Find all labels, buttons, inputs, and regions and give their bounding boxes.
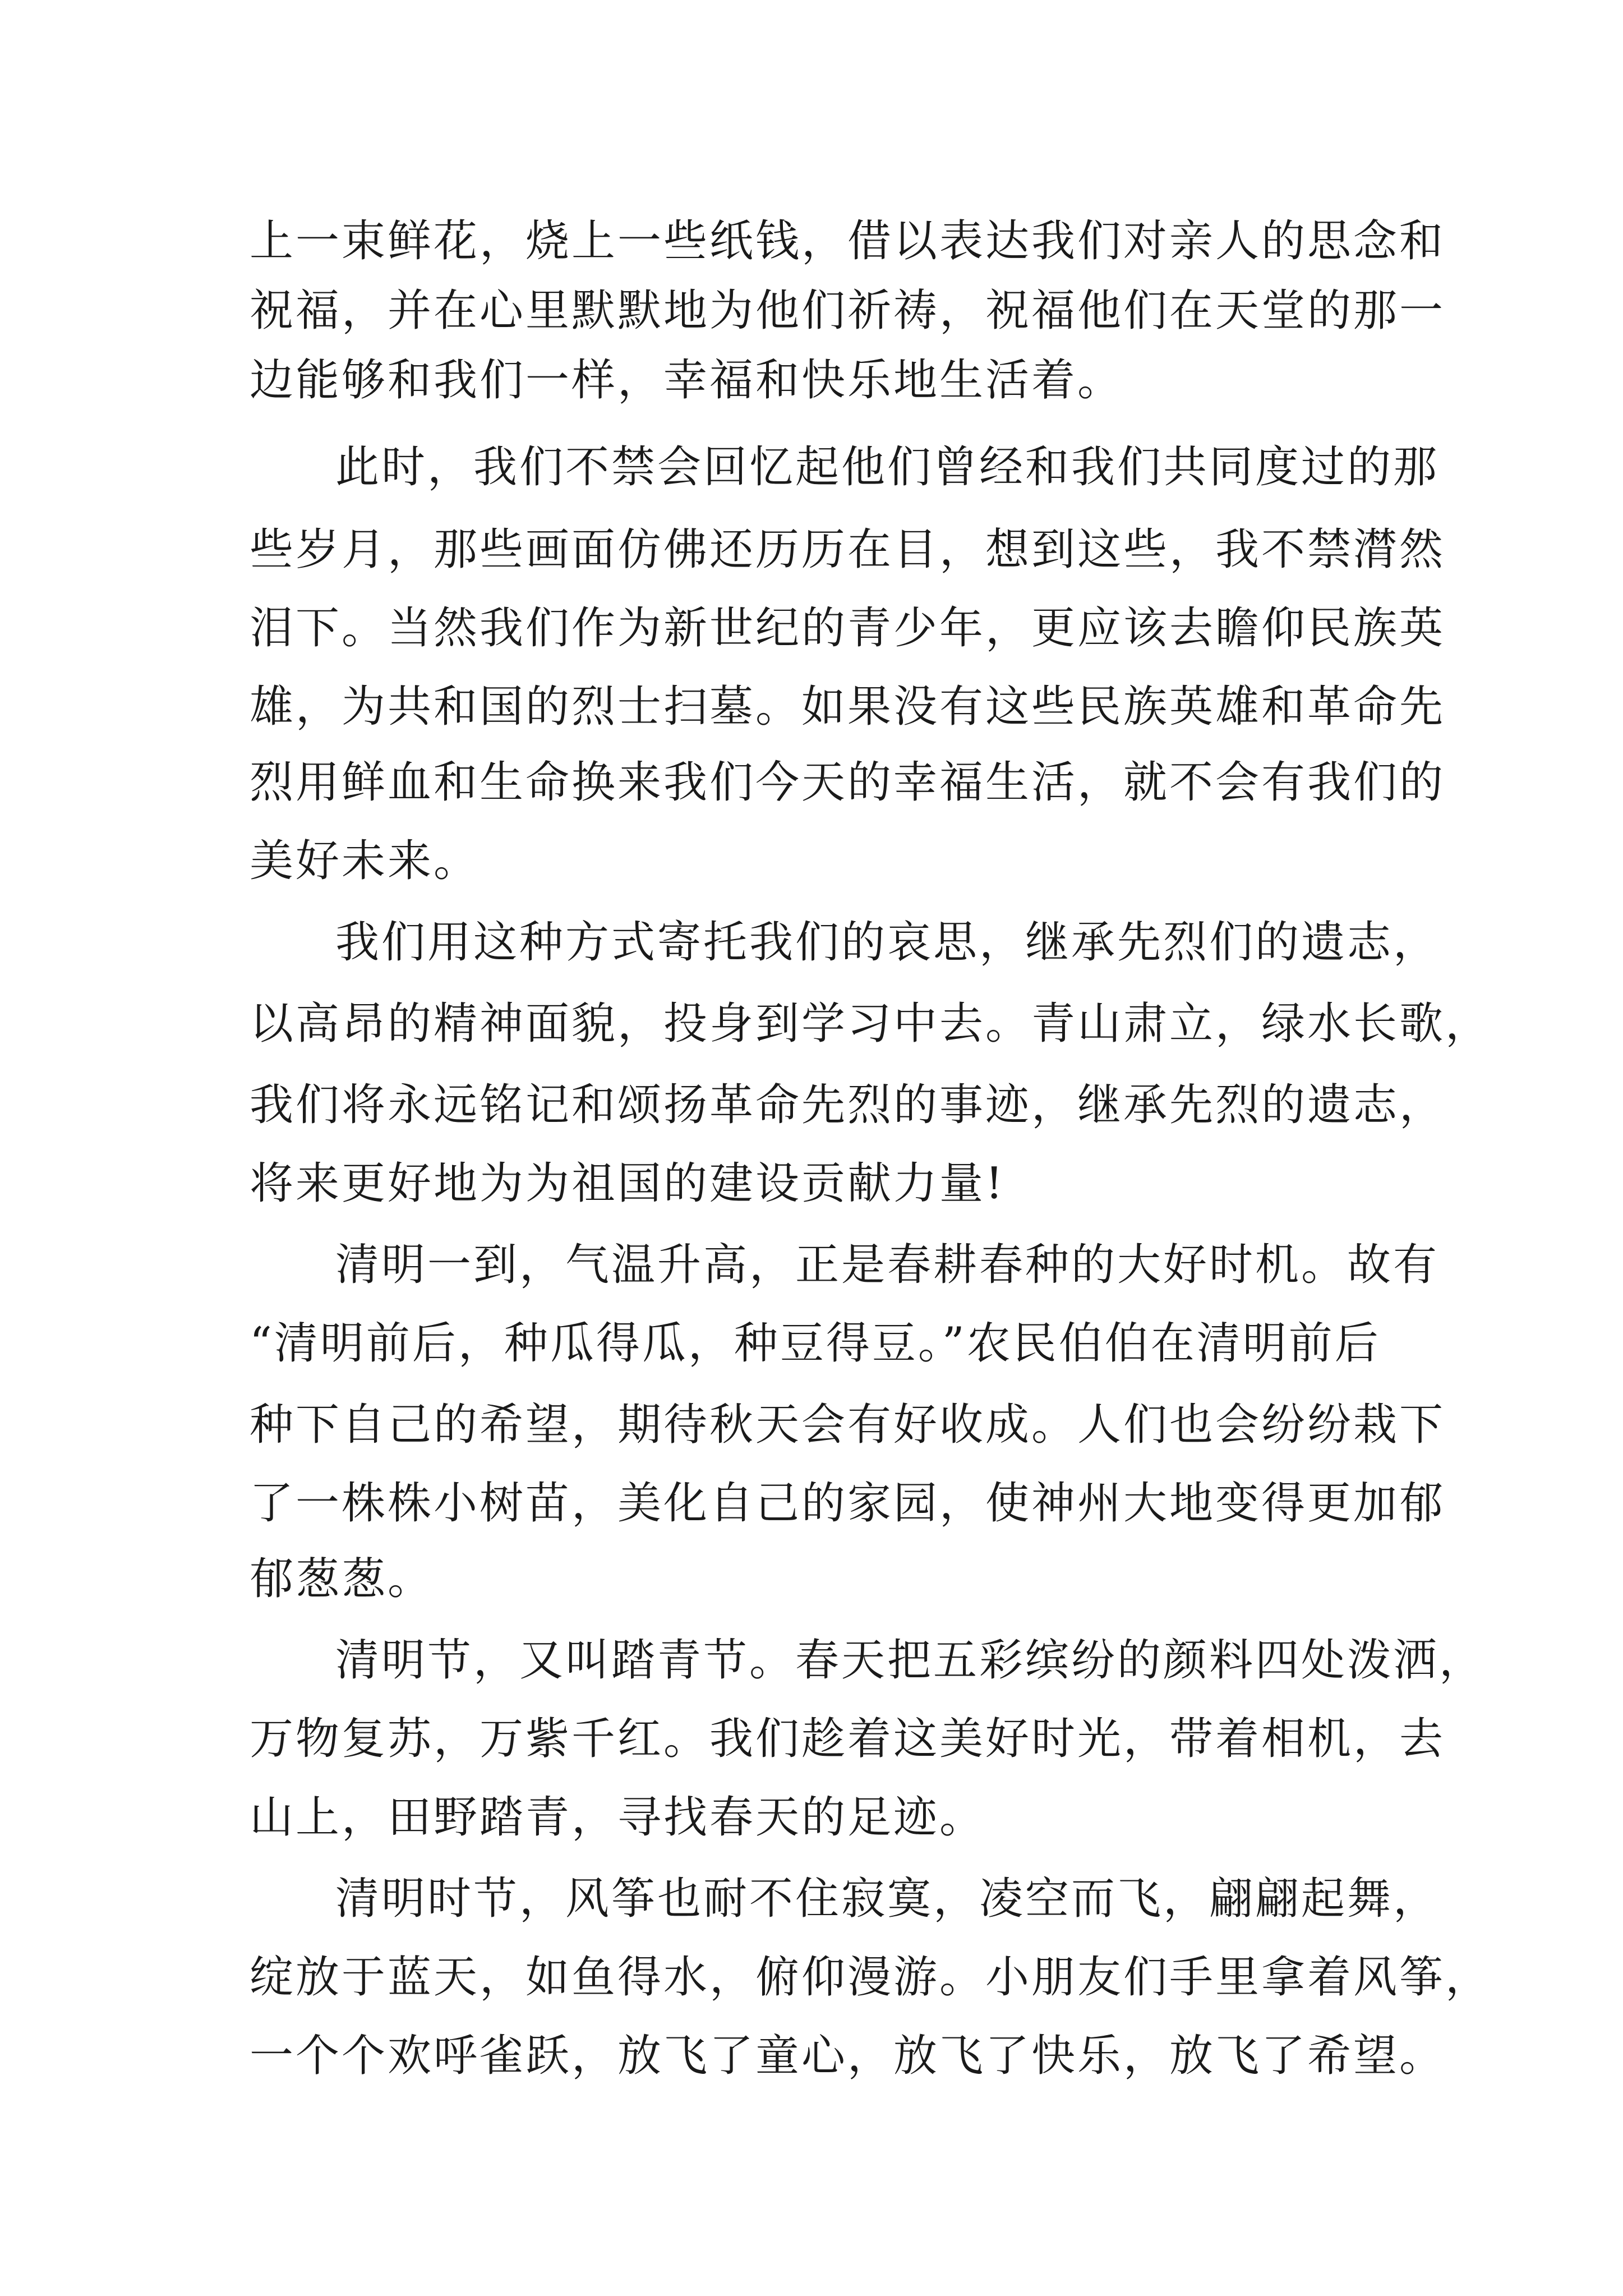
paragraph-2-line-2: 些岁月，那些画面仿佛还历历在目，想到这些，我不禁潸然	[250, 524, 1446, 575]
paragraph-2-line-4: 雄，为共和国的烈士扫墓。如果没有这些民族英雄和革命先	[250, 682, 1446, 732]
paragraph-3-line-2: 以高昂的精神面貌，投身到学习中去。青山肃立，绿水长歌，	[250, 999, 1492, 1049]
paragraph-4-line-4: 了一株株小树苗，美化自己的家园，使神州大地变得更加郁	[250, 1478, 1446, 1529]
paragraph-5-line-1: 清明节，又叫踏青节。春天把五彩缤纷的颜料四处泼洒，	[335, 1635, 1486, 1686]
paragraph-4-line-2: “清明前后，种瓜得瓜，种豆得豆。”农民伯伯在清明前后	[250, 1318, 1381, 1369]
paragraph-3-line-3: 我们将永远铭记和颂扬革命先烈的事迹，继承先烈的遗志，	[250, 1080, 1446, 1130]
paragraph-3-line-4: 将来更好地为为祖国的建设贡献力量!	[250, 1158, 1006, 1209]
paragraph-2-line-1: 此时，我们不禁会回忆起他们曾经和我们共同度过的那	[335, 442, 1440, 493]
paragraph-4-line-1: 清明一到，气温升高，正是春耕春种的大好时机。故有	[335, 1240, 1440, 1290]
paragraph-6-line-2: 绽放于蓝天，如鱼得水，俯仰漫游。小朋友们手里拿着风筝，	[250, 1952, 1492, 2003]
paragraph-1-line-2: 祝福，并在心里默默地为他们祈祷，祝福他们在天堂的那一	[250, 286, 1446, 336]
paragraph-2-line-3: 泪下。当然我们作为新世纪的青少年，更应该去瞻仰民族英	[250, 603, 1446, 654]
paragraph-2-line-6: 美好未来。	[250, 836, 480, 886]
paragraph-5-line-3: 山上，田野踏青，寻找春天的足迹。	[250, 1792, 986, 1843]
paragraph-2-line-5: 烈用鲜血和生命换来我们今天的幸福生活，就不会有我们的	[250, 757, 1446, 808]
paragraph-1-line-1: 上一束鲜花，烧上一些纸钱，借以表达我们对亲人的思念和	[250, 216, 1446, 266]
paragraph-1-line-3: 边能够和我们一样，幸福和快乐地生活着。	[250, 355, 1124, 406]
paragraph-3-line-1: 我们用这种方式寄托我们的哀思，继承先烈们的遗志，	[335, 917, 1440, 968]
paragraph-4-line-3: 种下自己的希望，期待秋天会有好收成。人们也会纷纷栽下	[250, 1400, 1446, 1450]
paragraph-5-line-2: 万物复苏，万紫千红。我们趁着这美好时光，带着相机，去	[250, 1714, 1446, 1764]
paragraph-6-line-3: 一个个欢呼雀跃，放飞了童心，放飞了快乐，放飞了希望。	[250, 2031, 1446, 2081]
paragraph-4-line-5: 郁葱葱。	[250, 1554, 434, 1604]
paragraph-6-line-1: 清明时节，风筝也耐不住寂寞，凌空而飞，翩翩起舞，	[335, 1874, 1440, 1924]
